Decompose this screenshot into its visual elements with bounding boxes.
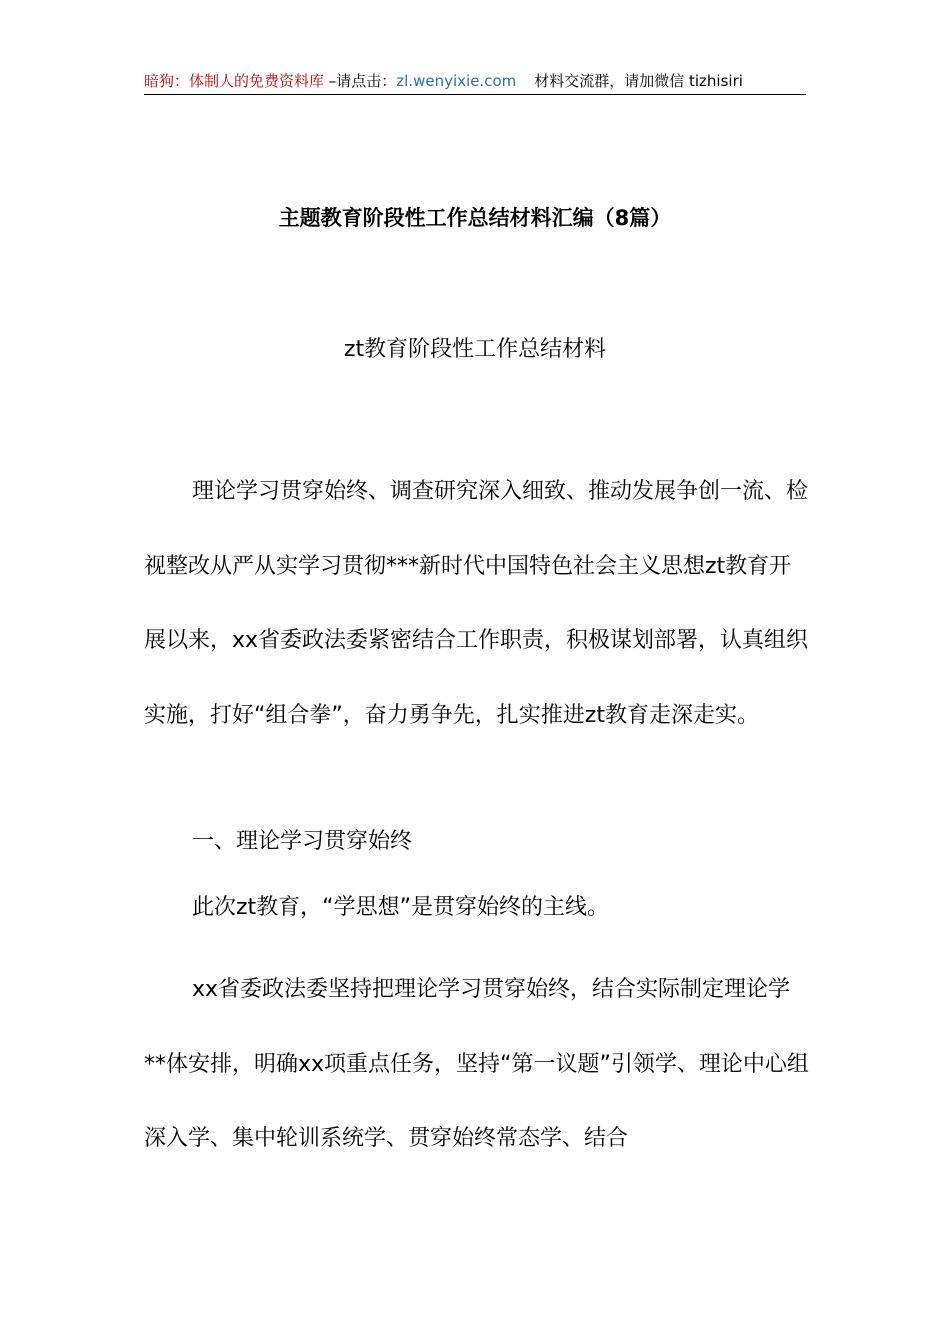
header-brand: 暗狗：体制人的免费资料库 (144, 72, 325, 90)
paragraph-intro: 理论学习贯穿始终、调查研究深入细致、推动发展争创一流、检视整改从严从实学习贯彻***新时代中国特色社会主义思想zt教育开展以来，xx省委政法委紧密结合工作职责，积极谋划部署，认真组织实施，打好“组合拳”，奋力勇争先，扎实推进zt教育走深走实。 (144, 479, 809, 728)
page-header (144, 68, 806, 95)
document-title: 主题教育阶段性工作总结材料汇编（8篇） (278, 206, 672, 230)
header-group-info: 材料交流群，请加微信 tizhisiri (534, 72, 743, 90)
document-subtitle: zt教育阶段性工作总结材料 (343, 337, 607, 362)
section-heading-1: 一、理论学习贯穿始终 (192, 829, 413, 854)
paragraph-study-plan: xx省委政法委坚持把理论学习贯穿始终，结合实际制定理论学**体安排，明确xx项重点任务，坚持“第一议题”引领学、理论中心组深入学、集中轮训系统学、贯穿始终常态学、结合 (144, 977, 809, 1151)
header-prompt: –请点击： (324, 72, 397, 90)
header-link[interactable]: zl.wenyixie.com (396, 72, 517, 90)
paragraph-main-line: 此次zt教育，“学思想”是贯穿始终的主线。 (192, 895, 609, 920)
